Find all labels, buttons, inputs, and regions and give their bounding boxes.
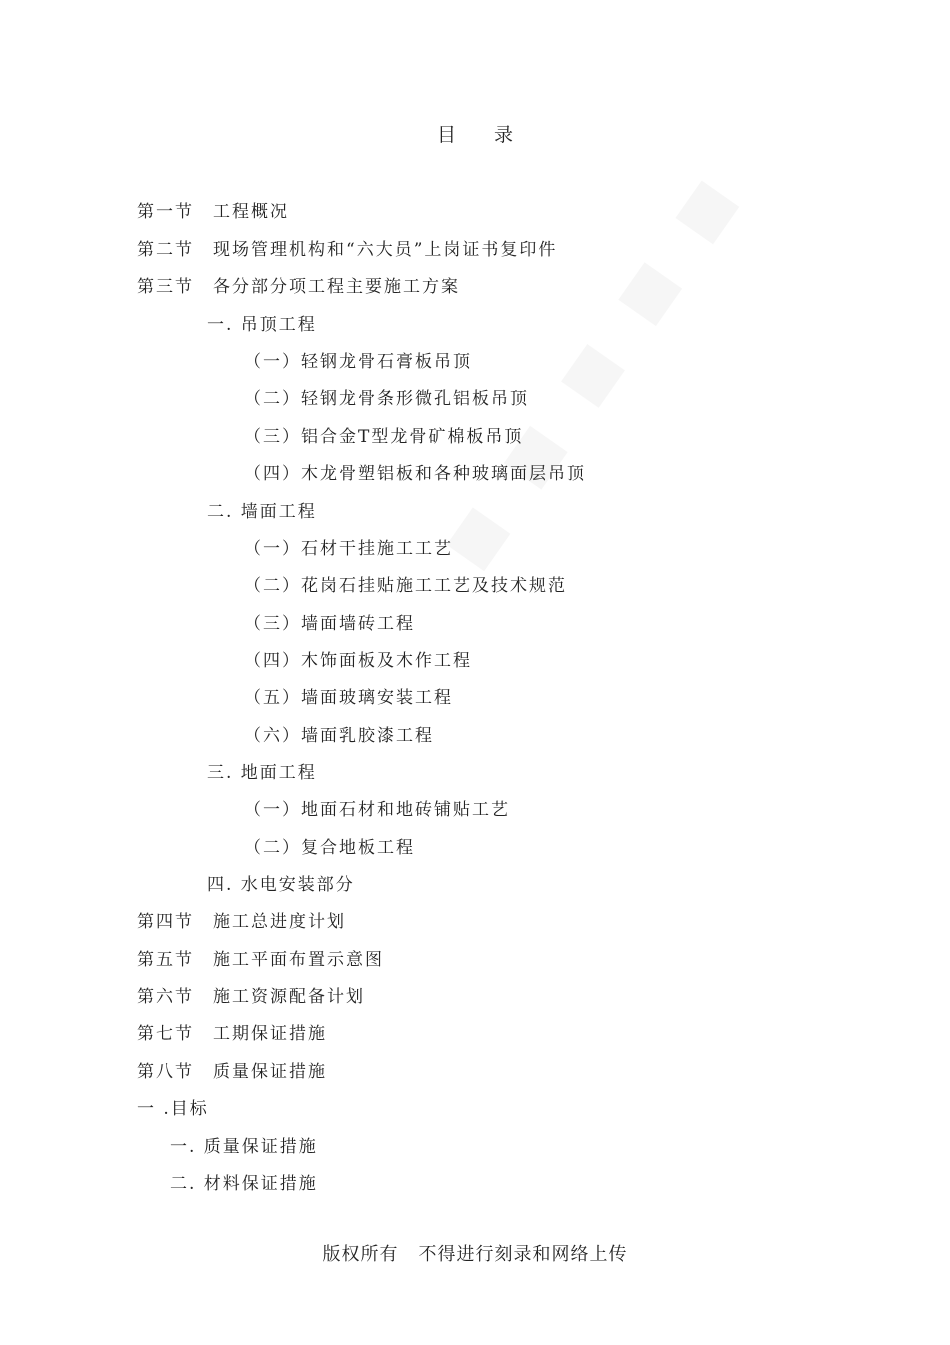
section-title: 施工平面布置示意图 (213, 950, 384, 970)
toc-title-part2: 录 (494, 124, 514, 146)
toc-goal-heading[interactable]: 一 .目标 (137, 1099, 209, 1119)
section-number: 第五节 (137, 950, 194, 970)
section-title: 工程概况 (213, 202, 289, 222)
copyright-footer (0, 1240, 950, 1266)
toc-chapter-floor[interactable]: 三. 地面工程 (207, 763, 317, 783)
toc-item[interactable]: （二）复合地板工程 (244, 838, 415, 858)
toc-title-part1: 目 (436, 124, 456, 146)
section-number: 第二节 (137, 240, 194, 260)
section-number: 第一节 (137, 202, 194, 222)
section-title: 工期保证措施 (213, 1024, 327, 1044)
toc-item[interactable]: （四）木龙骨塑铝板和各种玻璃面层吊顶 (244, 464, 586, 484)
toc-section-1[interactable] (137, 197, 289, 222)
section-title: 施工总进度计划 (213, 912, 346, 932)
toc-chapter-wall[interactable]: 二. 墙面工程 (207, 502, 317, 522)
toc-item[interactable]: 二. 材料保证措施 (170, 1174, 318, 1194)
toc-title (0, 120, 950, 147)
toc-item[interactable]: （六）墙面乳胶漆工程 (244, 726, 434, 746)
section-title: 质量保证措施 (213, 1062, 327, 1082)
toc-section-6[interactable] (137, 982, 365, 1007)
toc-item[interactable]: （三）墙面墙砖工程 (244, 614, 415, 634)
section-title: 施工资源配备计划 (213, 987, 365, 1007)
toc-section-5[interactable] (137, 945, 384, 970)
toc-item[interactable]: （一）地面石材和地砖铺贴工艺 (244, 800, 510, 820)
toc-item[interactable]: （一）轻钢龙骨石膏板吊顶 (244, 352, 472, 372)
section-number: 第四节 (137, 912, 194, 932)
section-number: 第八节 (137, 1062, 194, 1082)
footer-part2: 不得进行刻录和网络上传 (418, 1244, 628, 1265)
section-number: 第三节 (137, 277, 194, 297)
toc-section-7[interactable] (137, 1019, 327, 1044)
toc-item[interactable]: （四）木饰面板及木作工程 (244, 651, 472, 671)
section-number: 第七节 (137, 1024, 194, 1044)
section-number: 第六节 (137, 987, 194, 1007)
footer-part1: 版权所有 (322, 1244, 399, 1265)
toc-chapter-ceiling[interactable]: 一. 吊顶工程 (207, 315, 317, 335)
toc-section-8[interactable] (137, 1057, 327, 1082)
toc-section-2[interactable] (137, 235, 557, 260)
toc-chapter-mep[interactable]: 四. 水电安装部分 (207, 875, 355, 895)
section-title: 现场管理机构和“六大员”上岗证书复印件 (213, 240, 558, 260)
toc-item[interactable]: （三）铝合金T型龙骨矿棉板吊顶 (244, 427, 524, 447)
toc-item[interactable]: （一）石材干挂施工工艺 (244, 539, 453, 559)
watermark (430, 157, 756, 580)
toc-section-3[interactable] (137, 272, 460, 297)
toc-item[interactable]: （二）花岗石挂贴施工工艺及技术规范 (244, 576, 567, 596)
toc-item[interactable]: （五）墙面玻璃安装工程 (244, 688, 453, 708)
section-title: 各分部分项工程主要施工方案 (213, 277, 460, 297)
toc-item[interactable]: （二）轻钢龙骨条形微孔铝板吊顶 (244, 389, 529, 409)
toc-item[interactable]: 一. 质量保证措施 (170, 1137, 318, 1157)
toc-section-4[interactable] (137, 907, 346, 932)
